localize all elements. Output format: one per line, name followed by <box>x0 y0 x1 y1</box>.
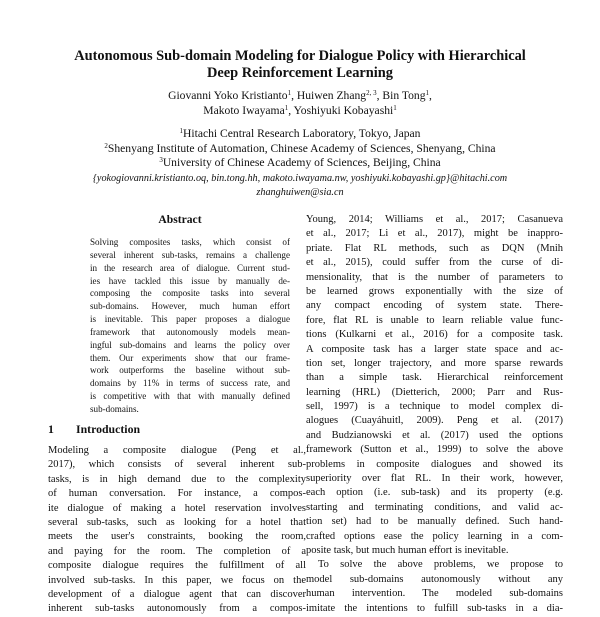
text-line: is competitive with that with manually defined <box>90 391 290 402</box>
author-separator: , <box>291 89 297 102</box>
abstract-body <box>90 236 290 416</box>
title-line-1: Autonomous Sub-domain Modeling for Dialogue Policy with Hierarchical <box>74 48 526 64</box>
text-line: starting and terminating conditions, and valid ac- <box>306 501 563 513</box>
text-line: work outperforms the baseline without sub- <box>90 365 290 376</box>
author-name: Huiwen Zhang <box>296 89 367 102</box>
text-line: and paying for the room. The completion of a <box>48 545 306 557</box>
text-line: composing the composite tasks into several <box>90 288 290 299</box>
text-line: et al., 2015), could suffer from the curse of di- <box>306 257 563 269</box>
text-line: mensionality, that is the number of parameters to <box>306 271 563 283</box>
introduction-body <box>48 444 306 617</box>
text-line: tion set, longer trajectory, and more sparse rewards <box>306 357 563 369</box>
right-column-body <box>306 213 563 616</box>
text-line: sub-domains. However, much human effort <box>90 301 290 312</box>
text-line: tions (Kulkarni et al., 2016) for a composite task. <box>306 329 563 341</box>
text-line: sub-domains. <box>90 403 139 414</box>
author-list <box>40 89 560 118</box>
text-line: in the research area of dialogue. Current stud- <box>90 262 290 273</box>
affiliation-1 <box>20 127 580 142</box>
text-line: alogues (Cuayáhuitl, 2009). Peng et al. (2017) <box>306 415 563 427</box>
author-name: Makoto Iwayama <box>203 103 285 117</box>
text-line: them. Our experiments show that our frame- <box>90 352 290 363</box>
text-line: ingful sub-domains and learns the policy over <box>90 339 290 350</box>
text-line: than a simple task. Hierarchical reinforcement <box>306 372 563 384</box>
text-line: development of a dialogue agent that can discover <box>48 588 306 600</box>
text-line: model sub-domains autonomously without any <box>306 573 563 585</box>
text-line: composite dialogue requires the fulfillment of all <box>48 560 306 572</box>
affiliation-text: Hitachi Central Research Laboratory, Tokyo, Japan <box>183 127 421 140</box>
author-line-1 <box>40 89 560 104</box>
affiliation-mark: 2 <box>104 141 108 150</box>
author-separator: , <box>288 103 294 117</box>
author-affil-mark: 1 <box>284 103 289 112</box>
author-affil-mark: 1 <box>287 89 292 97</box>
text-line: human intervention. The modeled sub-domains <box>306 588 563 600</box>
text-line: learning (HRL) (Dietterich, 2000; Parr and Rus- <box>306 386 563 398</box>
author-affil-mark: 2, 3 <box>366 89 377 97</box>
text-line: et al., 2017; Li et al., 2017), might be inappro- <box>306 228 563 240</box>
author-line-2 <box>40 104 560 119</box>
author-name: Bin Tong <box>382 89 426 102</box>
text-line: framework that autonomously models mean- <box>90 326 290 337</box>
text-line: meets the user's constraints, booking the room, <box>48 531 306 543</box>
text-line: tion set) had to be manually defined. Such hand- <box>306 516 563 528</box>
text-line: framework (Sutton et al., 1999) to solve the above <box>306 444 563 456</box>
section-title: Introduction <box>76 422 141 436</box>
text-line: several sub-tasks, such as looking for a hotel that <box>48 516 306 528</box>
text-line: involved sub-tasks. In this paper, we focus on the <box>48 574 306 586</box>
text-line: posite task, but much human effort is inevitable. <box>306 544 509 556</box>
text-line: any compact encoding of system state. There- <box>306 300 563 312</box>
abstract-heading: Abstract <box>158 213 202 226</box>
paper-title <box>40 48 560 82</box>
text-line: ies have tackled this issue by manually de- <box>90 275 290 286</box>
email-line-1: {yokogiovanni.kristianto.oq, bin.tong.hh, makoto.iwayama.nw, yoshiyuki.kobayashi.gp}@hitachi.com <box>92 173 508 184</box>
affiliation-3 <box>20 156 580 171</box>
text-line: ite dialogue of making a hotel reservation involves <box>48 502 306 514</box>
text-line: To solve the above problems, we propose to <box>318 559 563 571</box>
text-line: tasks, is in high demand due to the complexity <box>48 473 306 485</box>
text-line: be learned grows exponentially with the size of <box>306 285 563 297</box>
affiliation-2 <box>20 142 580 157</box>
affiliation-mark: 1 <box>179 127 184 135</box>
text-line: of human conversation. For instance, a compos- <box>48 488 306 500</box>
introduction-heading <box>48 422 308 436</box>
text-line: is inevitable. This paper proposes a dialogue <box>90 314 290 325</box>
text-line: Solving composites tasks, which consist of <box>90 237 290 247</box>
text-line: several inherent sub-tasks, remains a challenge <box>90 249 290 260</box>
text-line: sell, 1997) is a technique to model complex di- <box>306 401 563 413</box>
author-name: Yoshiyuki Kobayashi <box>293 103 394 117</box>
affiliation-list <box>20 127 580 171</box>
text-line: and Budzianowski et al. (2017) used the options <box>306 429 563 441</box>
affiliation-mark: 3 <box>159 156 163 164</box>
text-line: A composite task has a larger state space and ac- <box>306 343 563 355</box>
author-name: Giovanni Yoko Kristianto <box>168 89 288 102</box>
email-line-2: zhanghuiwen@sia.cn <box>256 186 344 198</box>
text-line: fore, flat RL is unable to learn reliable value func- <box>306 314 563 326</box>
text-line: priate. Flat RL methods, such as DQN (Mnih <box>306 242 563 254</box>
text-line: Young, 2014; Williams et al., 2017; Casanueva <box>306 214 563 225</box>
affiliation-text: University of Chinese Academy of Sciences, Beijing, China <box>162 156 441 169</box>
text-line: Modeling a composite dialogue (Peng et al., <box>48 445 306 456</box>
section-number: 1 <box>48 422 54 436</box>
title-line-2: Deep Reinforcement Learning <box>207 65 393 81</box>
text-line: inherent sub-tasks autonomously from a compos- <box>48 603 306 615</box>
author-affil-mark: 1 <box>393 103 397 112</box>
author-separator: , <box>429 89 432 102</box>
author-affil-mark: 1 <box>425 89 430 97</box>
text-line: superiority over flat RL. In their work, however, <box>306 473 563 485</box>
text-line: crafted options ease the policy learning in a com- <box>306 530 563 542</box>
affiliation-text: Shenyang Institute of Automation, Chinese Academy of Sciences, Shenyang, China <box>107 141 496 155</box>
text-line: each option (i.e. sub-task) and its property (e.g. <box>306 487 563 499</box>
author-separator: , <box>376 89 383 102</box>
text-line: problems in composite dialogues and showed its <box>306 458 563 470</box>
text-line: 2017), which consists of several inherent sub- <box>48 459 306 471</box>
email-block <box>20 172 580 199</box>
text-line: domains by 11% in terms of success rate, and <box>90 378 290 389</box>
text-line: imitate the intentions to fulfill sub-tasks in a dia- <box>306 602 563 614</box>
